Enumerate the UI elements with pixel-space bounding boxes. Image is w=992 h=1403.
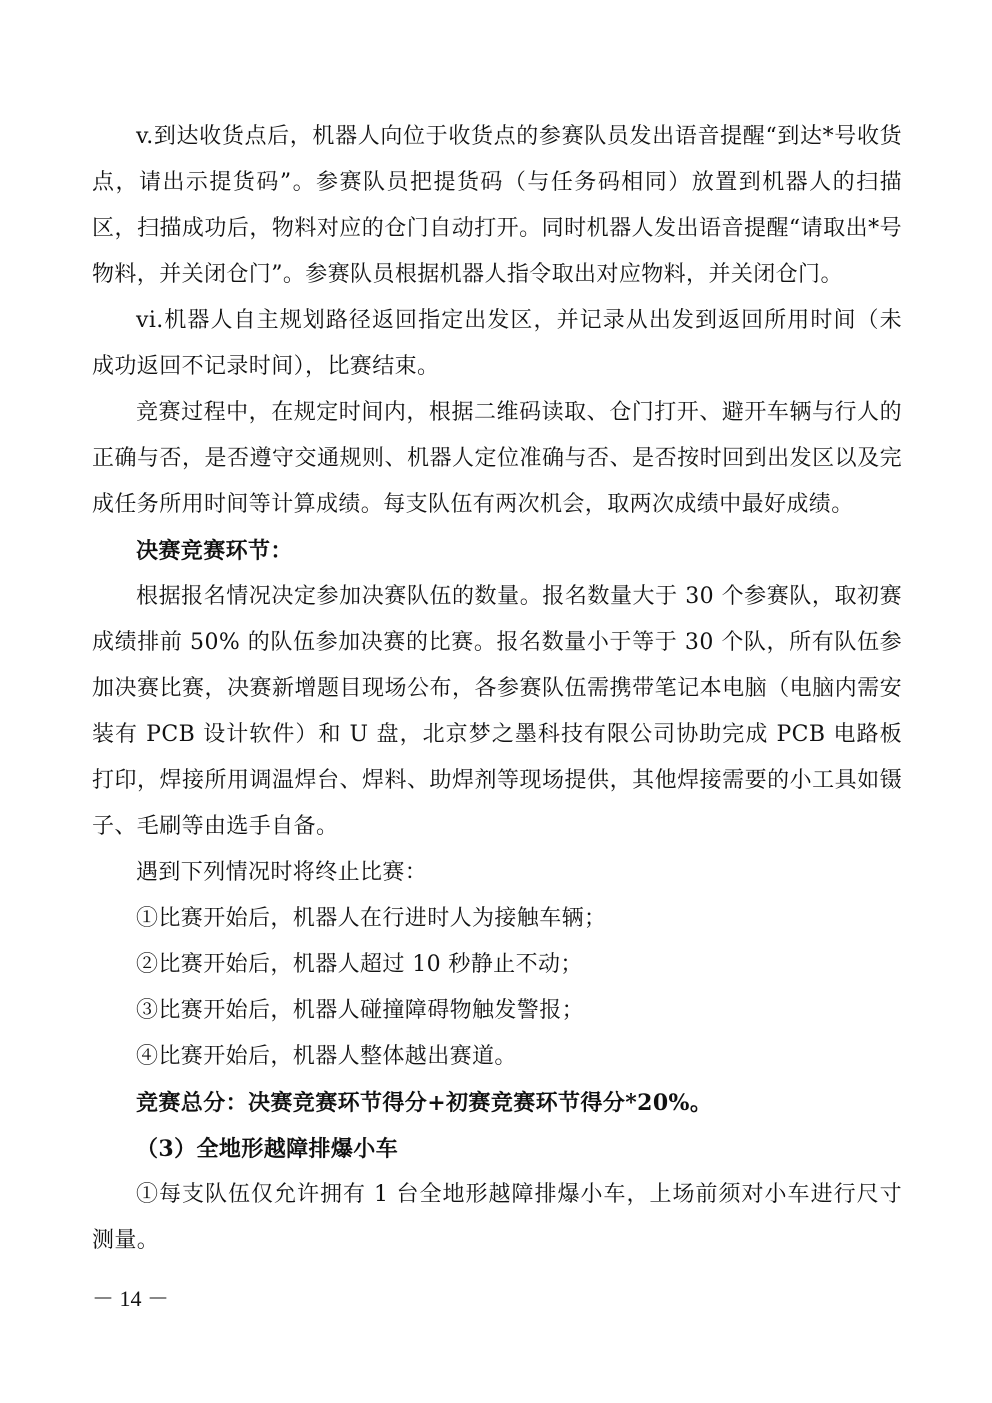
list-item-2: ②比赛开始后，机器人超过 10 秒静止不动；: [136, 952, 583, 977]
paragraph-termination: 遇到下列情况时将终止比赛：: [136, 860, 428, 885]
paragraph-final-rules: 根据报名情况决定参加决赛队伍的数量。报名数量大于 30 个参赛队，取初赛成绩排前 50% 的队伍参加决赛的比赛。报名数量小于等于 30 个队，所有队伍参加决赛比赛，决赛新增题目现场公布，各参赛队伍需携带笔记本电脑（电脑内需安装有 PCB 设计软件）和 U 盘，北京梦之墨科技有限公司协助完成 PCB 电路板打印，焊接所用调温焊台、焊料、助焊剂等现场提供，其他焊接需要的小工具如镊子、毛刷等由选手自备。: [92, 584, 902, 839]
paragraph-scoring: 竞赛过程中，在规定时间内，根据二维码读取、仓门打开、避开车辆与行人的正确与否，是否遵守交通规则、机器人定位准确与否、是否按时回到出发区以及完成任务所用时间等计算成绩。每支队伍有两次机会，取两次成绩中最好成绩。: [92, 400, 902, 517]
page-number: － 14 －: [92, 1286, 170, 1311]
list-item-1: ①比赛开始后，机器人在行进时人为接触车辆；: [136, 906, 607, 931]
paragraph-arrival: v.到达收货点后，机器人向位于收货点的参赛队员发出语音提醒“到达*号收货点，请出示提货码”。参赛队员把提货码（与任务码相同）放置到机器人的扫描区，扫描成功后，物料对应的仓门自动打开。同时机器人发出语音提醒“请取出*号物料，并关闭仓门”。参赛队员根据机器人指令取出对应物料，并关闭仓门。: [92, 124, 902, 287]
list-item-4: ④比赛开始后，机器人整体越出赛道。: [136, 1044, 517, 1069]
paragraph-vehicle-rule: ①每支队伍仅允许拥有 1 台全地形越障排爆小车，上场前须对小车进行尺寸测量。: [92, 1182, 902, 1253]
total-score-line: 竞赛总分：决赛竞赛环节得分+初赛竞赛环节得分*20%。: [136, 1090, 713, 1116]
section-heading-3: （3）全地形越障排爆小车: [136, 1136, 399, 1162]
list-item-3: ③比赛开始后，机器人碰撞障碍物触发警报；: [136, 998, 585, 1023]
document-body: [92, 114, 902, 1264]
paragraph-return: vi.机器人自主规划路径返回指定出发区，并记录从出发到返回所用时间（未成功返回不记录时间），比赛结束。: [92, 308, 902, 379]
section-heading-final: 决赛竞赛环节：: [136, 538, 293, 564]
